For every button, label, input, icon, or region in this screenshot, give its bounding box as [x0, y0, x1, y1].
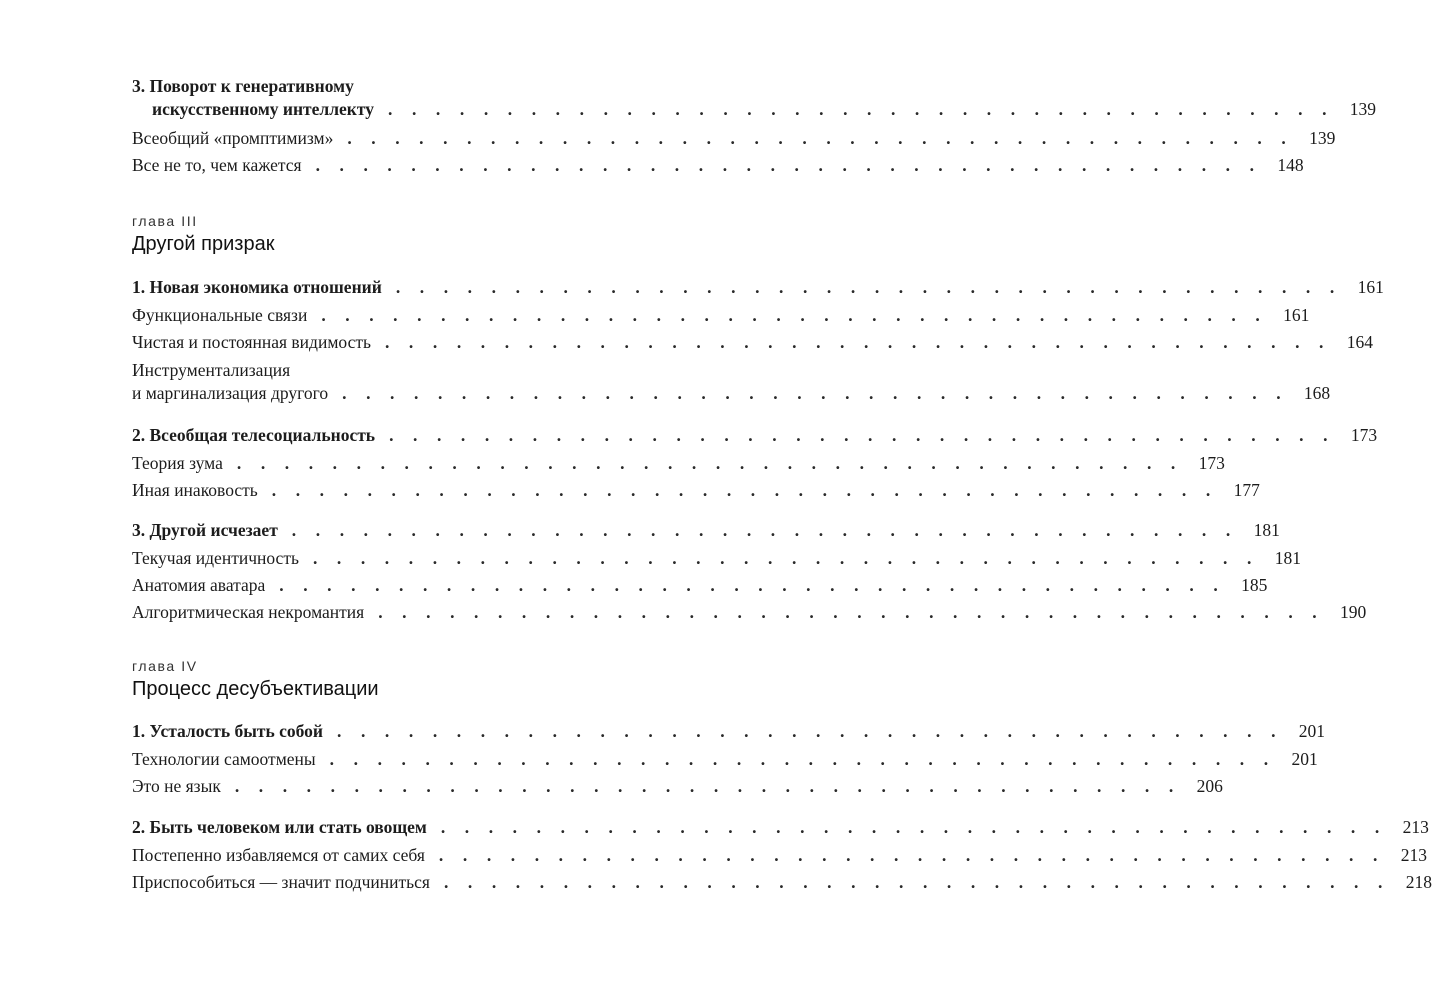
- dot-leader: . . . . . . . . . . . . . . . . . . . . . . . . . . . . . . . . . . . . . . . .: [271, 480, 1218, 500]
- toc-entry-title: Всеобщий «промптимизм»: [132, 128, 334, 148]
- page-number: 173: [1198, 453, 1225, 473]
- page-number: 173: [1350, 425, 1378, 445]
- page-number: 177: [1233, 480, 1260, 500]
- page-number: 213: [1402, 817, 1429, 837]
- chapter-title: Другой призрак: [132, 233, 275, 255]
- toc-entry-title: Анатомия аватара: [132, 575, 266, 595]
- dot-leader: . . . . . . . . . . . . . . . . . . . . . . . . . . . . . . . . . . . . . . . .: [279, 575, 1226, 595]
- page-number: 161: [1357, 277, 1384, 297]
- toc-entry: [132, 548, 1301, 569]
- toc-entry: [132, 332, 1374, 353]
- toc-entry-title: Инструментализация: [132, 360, 291, 380]
- page-number: 206: [1196, 776, 1223, 796]
- dot-leader: . . . . . . . . . . . . . . . . . . . . . . . . . . . . . . . . . . . . . . . .: [388, 99, 1335, 119]
- page-number: 181: [1253, 520, 1280, 540]
- page-number: 213: [1400, 845, 1427, 865]
- toc-heading: [152, 99, 1377, 120]
- toc-entry-title: Чистая и постоянная видимость: [132, 332, 371, 352]
- toc-heading: [132, 425, 1378, 446]
- dot-leader: . . . . . . . . . . . . . . . . . . . . . . . . . . . . . . . . . . . . . . . .: [315, 155, 1262, 175]
- page-number: 218: [1405, 872, 1432, 892]
- dot-leader: . . . . . . . . . . . . . . . . . . . . . . . . . . . . . . . . . . . . . . . .: [329, 749, 1276, 769]
- dot-leader: . . . . . . . . . . . . . . . . . . . . . . . . . . . . . . . . . . . . . . . .: [384, 332, 1332, 352]
- page-number: 185: [1241, 575, 1268, 595]
- toc-heading: 3. Поворот к генеративному: [132, 76, 354, 96]
- dot-leader: . . . . . . . . . . . . . . . . . . . . . . . . . . . . . . . . . . . . . . . .: [378, 602, 1325, 622]
- dot-leader: . . . . . . . . . . . . . . . . . . . . . . . . . . . . . . . . . . . . . . . .: [389, 425, 1336, 445]
- toc-heading-text: 2. Всеобщая телесоциальность: [132, 425, 376, 445]
- toc-entry: [132, 602, 1367, 623]
- toc-entry-title: Текучая идентичность: [132, 548, 299, 568]
- page-number: 201: [1291, 749, 1318, 769]
- toc-entry: [132, 845, 1427, 866]
- dot-leader: . . . . . . . . . . . . . . . . . . . . . . . . . . . . . . . . . . . . . . . .: [443, 872, 1390, 892]
- dot-leader: . . . . . . . . . . . . . . . . . . . . . . . . . . . . . . . . . . . . . . . .: [321, 305, 1268, 325]
- chapter-title: Процесс десубъективации: [132, 678, 379, 700]
- toc-entry-title: Иная инаковость: [132, 480, 258, 500]
- dot-leader: . . . . . . . . . . . . . . . . . . . . . . . . . . . . . . . . . . . . . . . .: [440, 817, 1387, 837]
- dot-leader: . . . . . . . . . . . . . . . . . . . . . . . . . . . . . . . . . . . . . . . .: [342, 383, 1289, 403]
- chapter-label: глава IV: [132, 658, 198, 674]
- toc-heading: [132, 520, 1280, 541]
- toc-heading-text: искусственному интеллекту: [152, 99, 375, 119]
- toc-entry-title: Технологии самоотмены: [132, 749, 316, 769]
- toc-entry: [132, 155, 1304, 176]
- page-number: 190: [1340, 602, 1367, 622]
- toc-entry-title: Постепенно избавляемся от самих себя: [132, 845, 425, 865]
- toc-entry: [132, 749, 1318, 770]
- toc-entry: [132, 453, 1225, 474]
- page-number: 148: [1277, 155, 1304, 175]
- toc-entry-title: Алгоритмическая некромантия: [132, 602, 365, 622]
- toc-heading: [132, 817, 1429, 838]
- toc-entry-title: Приспособиться — значит подчиниться: [132, 872, 430, 892]
- toc-entry: [132, 872, 1432, 893]
- dot-leader: . . . . . . . . . . . . . . . . . . . . . . . . . . . . . . . . . . . . . . . .: [234, 776, 1181, 796]
- page-number: 139: [1309, 128, 1336, 148]
- toc-entry: [132, 305, 1310, 326]
- toc-heading: [132, 277, 1384, 298]
- toc-heading-text: 1. Новая экономика отношений: [132, 277, 382, 297]
- toc-entry-title: и маргинализация другого: [132, 383, 329, 403]
- toc-entry: [132, 383, 1331, 404]
- toc-entry-title: Функциональные связи: [132, 305, 308, 325]
- dot-leader: . . . . . . . . . . . . . . . . . . . . . . . . . . . . . . . . . . . . . . . .: [291, 520, 1238, 540]
- page-number: 161: [1283, 305, 1310, 325]
- toc-entry: [132, 480, 1260, 501]
- dot-leader: . . . . . . . . . . . . . . . . . . . . . . . . . . . . . . . . . . . . . . . .: [347, 128, 1294, 148]
- toc-entry-title: Теория зума: [132, 453, 223, 473]
- dot-leader: . . . . . . . . . . . . . . . . . . . . . . . . . . . . . . . . . . . . . . . .: [395, 277, 1342, 297]
- page-number: 139: [1349, 99, 1377, 119]
- page-number: 181: [1274, 548, 1301, 568]
- page-number: 201: [1298, 721, 1326, 741]
- toc-entry: [132, 776, 1223, 797]
- toc-entry: [132, 575, 1268, 596]
- toc-heading: [132, 721, 1326, 742]
- toc-heading-text: 1. Усталость быть собой: [132, 721, 324, 741]
- dot-leader: . . . . . . . . . . . . . . . . . . . . . . . . . . . . . . . . . . . . . . . .: [236, 453, 1183, 473]
- dot-leader: . . . . . . . . . . . . . . . . . . . . . . . . . . . . . . . . . . . . . . . .: [438, 845, 1385, 865]
- dot-leader: . . . . . . . . . . . . . . . . . . . . . . . . . . . . . . . . . . . . . . . .: [312, 548, 1259, 568]
- page-number: 168: [1303, 383, 1331, 403]
- toc-heading-text: 3. Другой исчезает: [132, 520, 278, 540]
- toc-entry: [132, 128, 1336, 149]
- toc-entry-title: Все не то, чем кажется: [132, 155, 302, 175]
- page-number: 164: [1346, 332, 1374, 352]
- toc-entry-title: Это не язык: [132, 776, 221, 796]
- toc-heading-text: 2. Быть человеком или стать овощем: [132, 817, 427, 837]
- chapter-label: глава III: [132, 213, 198, 229]
- dot-leader: . . . . . . . . . . . . . . . . . . . . . . . . . . . . . . . . . . . . . . . .: [337, 721, 1284, 741]
